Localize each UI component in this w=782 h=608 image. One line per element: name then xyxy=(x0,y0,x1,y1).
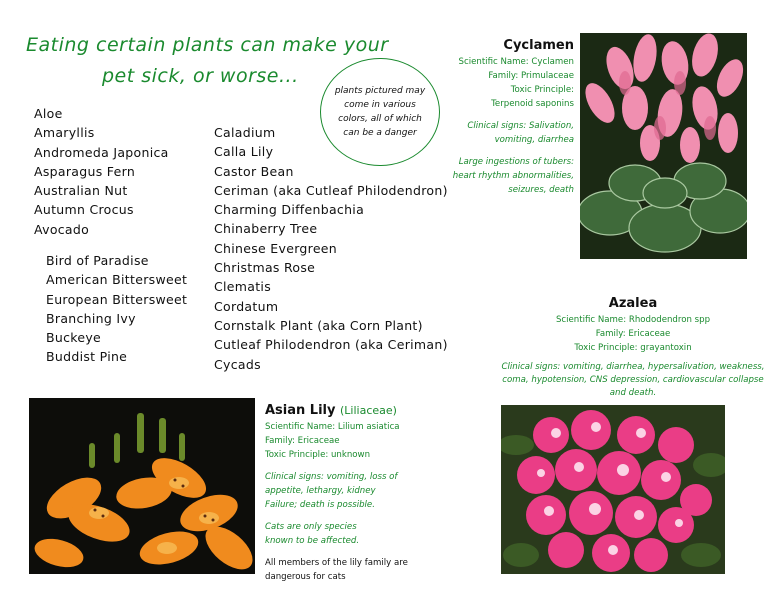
plant-list-item: Buckeye xyxy=(46,330,102,346)
plant-list-item: Cutleaf Philodendron (aka Ceriman) xyxy=(214,337,448,353)
cyclamen-photo xyxy=(580,33,747,259)
plant-list-item: Clematis xyxy=(214,279,272,295)
azalea-toxic: Toxic Principle: grayantoxin xyxy=(574,343,692,353)
plant-list-item: Caladium xyxy=(214,125,276,140)
cyclamen-name: Cyclamen xyxy=(503,38,574,53)
plant-list-item: Ceriman (aka Cutleaf Philodendron) xyxy=(214,182,448,198)
cyclamen-family: Family: Primulaceae xyxy=(488,71,574,81)
azalea-scientific: Scientific Name: Rhododendron spp xyxy=(555,315,711,325)
plant-list-item: Asparagus Fern xyxy=(34,163,136,179)
plant-list-item: Charming Diffenbachia xyxy=(214,202,365,218)
plant-list-item: Avocado xyxy=(34,221,90,237)
bubble-text: plants pictured may come in various colors, all of which can be a danger xyxy=(334,86,426,138)
plant-list-item: Branching Ivy xyxy=(46,310,136,326)
plant-list-item: Bird of Paradise xyxy=(46,253,149,268)
asian-lily-family: Family: Ericaceae xyxy=(265,436,340,446)
asian-lily-photo xyxy=(29,398,255,574)
asian-lily-family-paren: (Liliaceae) xyxy=(340,404,397,417)
plant-list-item: Calla Lily xyxy=(214,144,274,160)
asian-lily-info xyxy=(265,402,445,584)
title-line-2: pet sick, or worse... xyxy=(102,65,299,87)
cyclamen-toxic-2: Terpenoid saponins xyxy=(491,99,574,109)
plant-list-item: Cycads xyxy=(214,356,261,372)
azalea-clinical: Clinical signs: vomiting, diarrhea, hypersalivation, weakness, coma, hypotension, CNS depression, cardiovascular collapse and death. xyxy=(501,362,765,398)
plant-list-c xyxy=(214,123,448,374)
asian-lily-toxic: Toxic Principle: unknown xyxy=(265,450,371,460)
cyclamen-clinical: Clinical signs: Salivation, vomiting, diarrhea xyxy=(467,121,574,145)
cyclamen-toxic: Toxic Principle: xyxy=(510,85,574,95)
plant-list-item: Christmas Rose xyxy=(214,260,316,276)
azalea-family: Family: Ericaceae xyxy=(595,329,671,339)
cyclamen-scientific: Scientific Name: Cyclamen xyxy=(458,57,574,67)
azalea-name: Azalea xyxy=(608,296,658,311)
plant-list-item: Amaryllis xyxy=(34,125,95,141)
plant-list-item: Castor Bean xyxy=(214,163,294,179)
asian-lily-all-members-note: All members of the lily family are dangerous for cats xyxy=(265,558,408,582)
plant-list-item: Chinese Evergreen xyxy=(214,240,338,256)
asian-lily-clinical: Clinical signs: vomiting, loss of appetite, lethargy, kidney Failure; death is possible. xyxy=(265,472,398,510)
asian-lily-name: Asian Lily xyxy=(265,403,336,418)
plant-list-item: European Bittersweet xyxy=(46,291,188,307)
plant-list-item: Cordatum xyxy=(214,298,279,314)
plant-list-item: Andromeda Japonica xyxy=(34,144,169,160)
plant-list-item: American Bittersweet xyxy=(46,272,188,288)
plant-list-item: Autumn Crocus xyxy=(34,202,134,218)
plant-list-a xyxy=(34,104,169,239)
asian-lily-cats-note: Cats are only species known to be affected. xyxy=(265,522,360,546)
plant-list-item: Australian Nut xyxy=(34,183,128,199)
plant-list-item: Aloe xyxy=(34,106,63,121)
plant-list-item: Chinaberry Tree xyxy=(214,221,318,237)
plant-list-item: Buddist Pine xyxy=(46,349,128,365)
cyclamen-info xyxy=(438,37,574,197)
plant-list-b xyxy=(46,251,187,367)
plant-list-item: Cornstalk Plant (aka Corn Plant) xyxy=(214,317,423,333)
azalea-photo xyxy=(501,405,725,574)
azalea-info xyxy=(498,295,768,400)
title-line-1: Eating certain plants can make your xyxy=(26,34,389,56)
cyclamen-large-ingestion: Large ingestions of tubers: heart rhythm abnormalities, seizures, death xyxy=(452,157,574,195)
asian-lily-title xyxy=(265,402,445,420)
asian-lily-scientific: Scientific Name: Lilium asiatica xyxy=(265,422,400,432)
